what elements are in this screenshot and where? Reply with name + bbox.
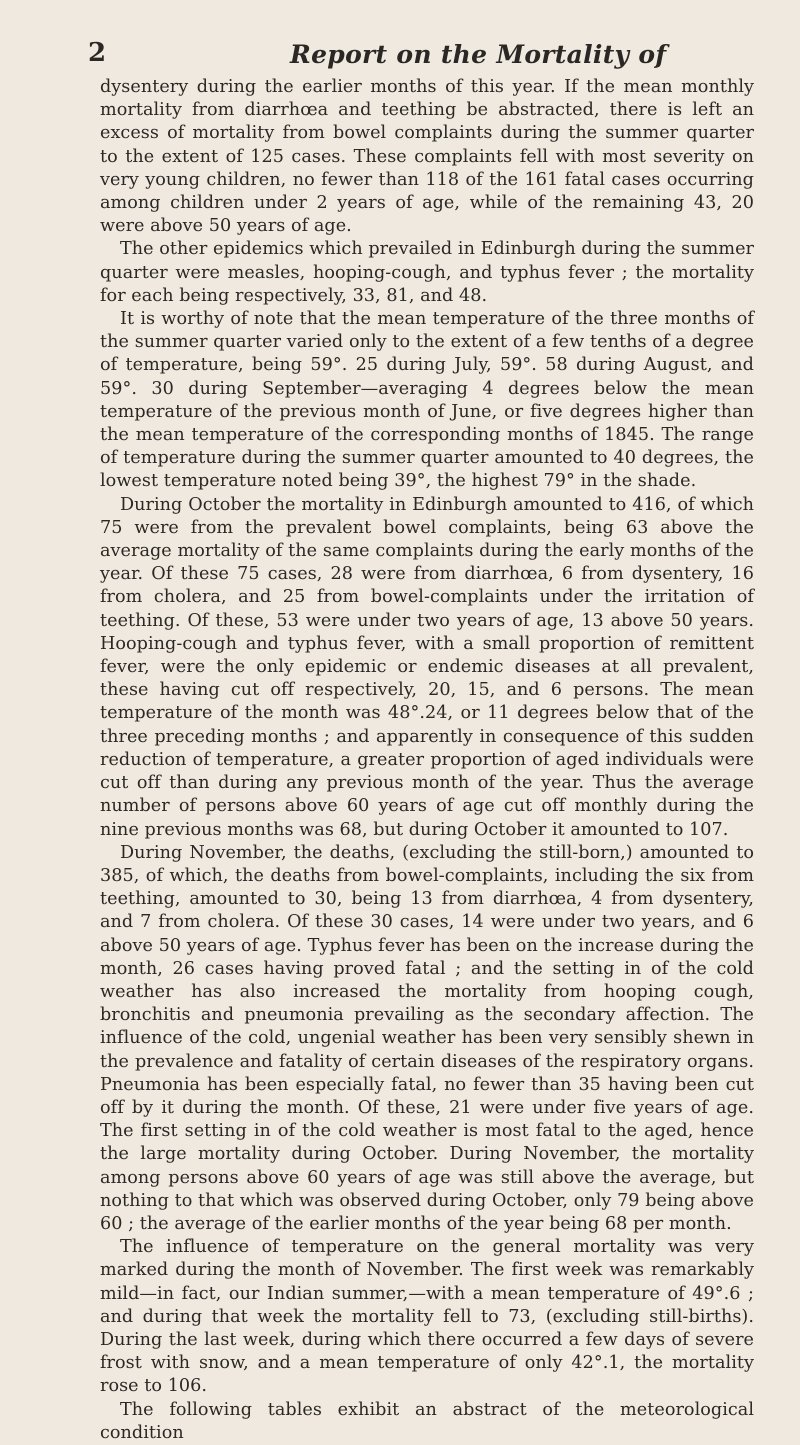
running-title: Report on the Mortality of [290, 40, 667, 69]
paragraph: dysentery during the earlier months of this year. If the mean monthly mortality from diarrhœa and teething be abstracted, there is left an excess of mortality from bowel complaints during the summer quarter to the extent of 125 cases. These complaints fell with most severity on very young children, no fewer than 118 of the 161 fatal cases occurring among children under 2 years of age, while of the remaining 43, 20 were above 50 years of age. [100, 77, 754, 237]
page-number: 2 [88, 38, 107, 68]
paragraph: It is worthy of note that the mean temperature of the three months of the summer quarter varied only to the extent of a few tenths of a degree of temperature, being 59°. 25 during July, 59°. 58 during August, and 59°. 30 during September—averaging 4 degrees below the mean temperature of the previous month of June, or five degrees higher than the mean temperature of the corresponding months of 1845. The range of temperature during the summer quarter amounted to 40 degrees, the lowest temperature noted being 39°, the highest 79° in the shade. [100, 309, 754, 492]
page-header [88, 28, 754, 69]
paragraph: The influence of temperature on the general mortality was very marked during the month of November. The first week was remarkably mild—in fact, our Indian summer,—with a mean temperature of 49°.6 ; and during that week the mortality fell to 73, (excluding still-births). During the last week, during which there occurred a few days of severe frost with snow, and a mean temperature of only 42°.1, the mortality rose to 106. [100, 1237, 754, 1397]
paragraph: The following tables exhibit an abstract of the meteorological condition [100, 1399, 754, 1443]
body-text [100, 76, 754, 1445]
paragraph: During October the mortality in Edinburgh amounted to 416, of which 75 were from the prevalent bowel complaints, being 63 above the average mortality of the same complaints during the early months of the year. Of these 75 cases, 28 were from diarrhœa, 6 from dysentery, 16 from cholera, and 25 from bowel-complaints under the irritation of teething. Of these, 53 were under two years of age, 13 above 50 years. Hooping-cough and typhus fever, with a small proportion of remittent fever, were the only epidemic or endemic diseases at all prevalent, these having cut off respectively, 20, 15, and 6 persons. The mean temperature of the month was 48°.24, or 11 degrees below that of the three preceding months ; and apparently in consequence of this sudden reduction of temperature, a greater proportion of aged individuals were cut off than during any previous month of the year. Thus the average number of persons above 60 years of age cut off monthly during the nine previous months was 68, but during October it amounted to 107. [100, 494, 754, 840]
paragraph: During November, the deaths, (excluding the still-born,) amounted to 385, of which, the deaths from bowel-complaints, including the six from teething, amounted to 30, being 13 from diarrhœa, 4 from dysentery, and 7 from cholera. Of these 30 cases, 14 were under two years, and 6 above 50 years of age. Typhus fever has been on the increase during the month, 26 cases having proved fatal ; and the setting in of the cold weather has also increased the mortality from hooping cough, bronchitis and pneumonia prevailing as the secondary affection. The influence of the cold, ungenial weather has been very sensibly shewn in the prevalence and fatality of certain diseases of the respiratory organs. Pneumonia has been especially fatal, no fewer than 35 having been cut off by it during the month. Of these, 21 were under five years of age. The first setting in of the cold weather is most fatal to the aged, hence the large mortality during October. During November, the mortality among persons above 60 years of age was still above the average, but nothing to that which was observed during October, only 79 being above 60 ; the average of the earlier months of the year being 68 per month. [100, 842, 754, 1234]
paragraph: The other epidemics which prevailed in Edinburgh during the summer quarter were measles, hooping-cough, and typhus fever ; the mortality for each being respectively, 33, 81, and 48. [100, 239, 754, 306]
